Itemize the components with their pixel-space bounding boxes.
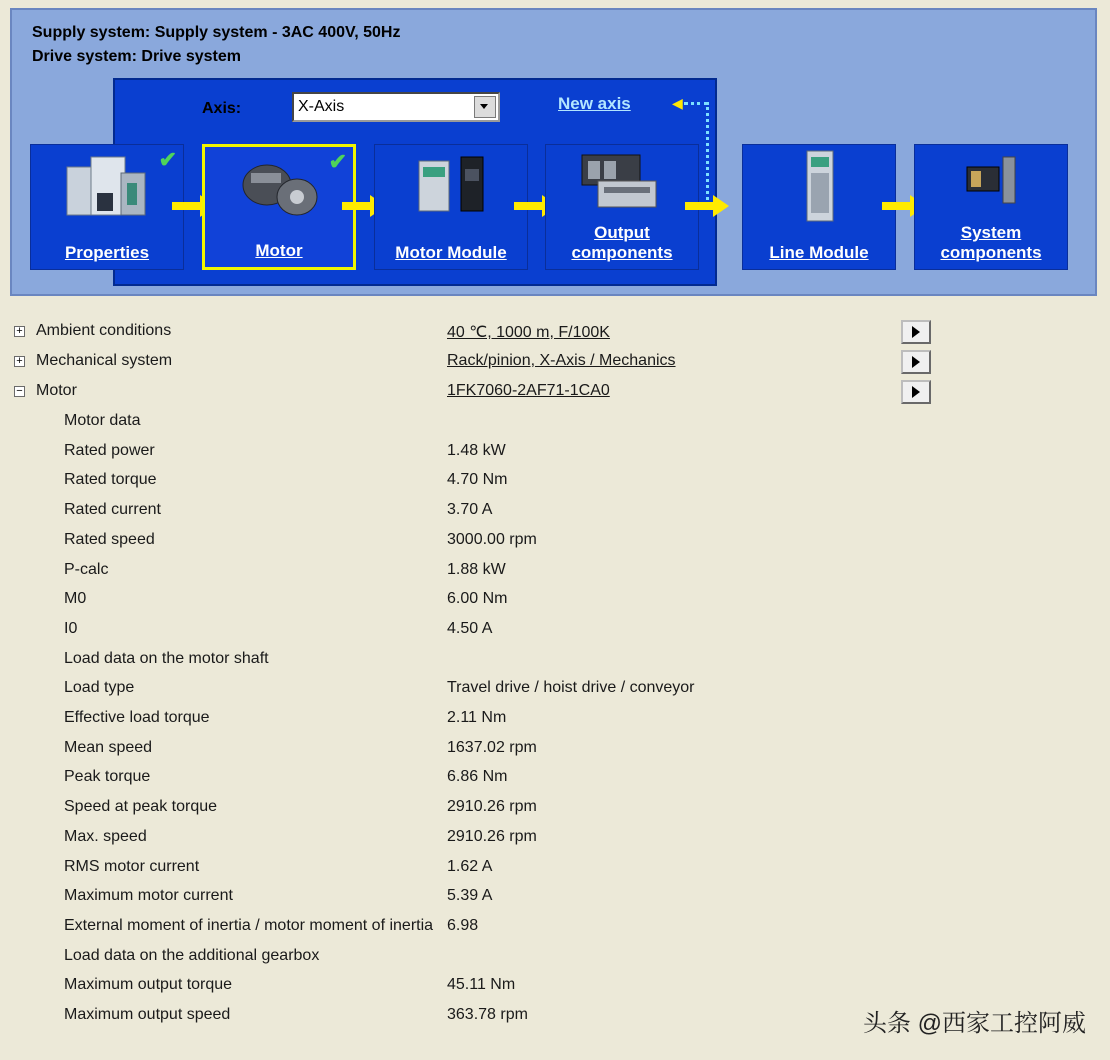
output-components-icon — [578, 151, 664, 213]
row-label: I0 — [64, 619, 78, 637]
check-icon: ✔ — [328, 149, 347, 174]
row-label: Max. speed — [64, 827, 147, 845]
collapse-icon[interactable]: − — [14, 386, 25, 397]
table-row — [0, 739, 1110, 763]
system-components-icon — [963, 153, 1023, 213]
ambient-conditions-button[interactable] — [901, 320, 931, 344]
row-label: External moment of inertia / motor moment of inertia — [64, 916, 434, 934]
row-label: Peak torque — [64, 768, 151, 786]
row-label: RMS motor current — [64, 857, 200, 875]
group-row-motor: − Motor 1FK7060-2AF71-1CA0 — [0, 382, 1110, 406]
return-arrow-icon: ◀ — [672, 95, 683, 111]
row-value: 1.48 kW — [447, 441, 506, 459]
new-axis-link[interactable]: New axis — [558, 94, 631, 113]
table-row — [0, 442, 1110, 466]
row-value: 2910.26 rpm — [447, 798, 537, 816]
expand-icon[interactable]: + — [14, 326, 25, 337]
table-row — [0, 679, 1110, 703]
ambient-conditions-value[interactable]: 40 ℃, 1000 m, F/100K — [447, 324, 610, 341]
step-label: Properties — [64, 243, 150, 262]
table-row — [0, 976, 1110, 1000]
table-row — [0, 709, 1110, 733]
table-row — [0, 798, 1110, 822]
arrow-right-icon — [912, 386, 920, 398]
arrow-right-icon — [912, 326, 920, 338]
supply-system-label: Supply system: Supply system - 3AC 400V, 50Hz — [32, 24, 401, 41]
check-icon: ✔ — [158, 147, 177, 172]
table-row — [0, 412, 1110, 436]
row-label: P-calc — [64, 560, 109, 578]
arrow-right-icon — [912, 356, 920, 368]
expand-icon[interactable]: + — [14, 356, 25, 367]
step-label: Line Module — [769, 243, 869, 262]
row-value: 45.11 Nm — [447, 976, 516, 994]
row-value: 4.70 Nm — [447, 471, 508, 489]
row-value: 5.39 A — [447, 887, 493, 905]
step-label: Motor Module — [395, 243, 507, 262]
row-value: 6.98 — [447, 916, 479, 934]
row-value: 6.00 Nm — [447, 590, 508, 608]
table-row — [0, 590, 1110, 614]
step-line-module[interactable] — [742, 144, 896, 270]
row-label: Maximum output torque — [64, 976, 233, 994]
row-label: Speed at peak torque — [64, 798, 218, 816]
group-row-ambient: + Ambient conditions 40 ℃, 1000 m, F/100K — [0, 322, 1110, 346]
motor-order-number-value[interactable]: 1FK7060-2AF71-1CA0 — [447, 382, 610, 399]
row-label: Effective load torque — [64, 709, 210, 726]
row-label: Motor data — [64, 412, 141, 429]
line-module-icon — [801, 149, 841, 225]
row-value: 3.70 A — [447, 501, 493, 519]
chevron-down-icon[interactable] — [474, 96, 496, 118]
step-properties[interactable] — [30, 144, 184, 270]
row-value: 1.62 A — [447, 857, 493, 875]
axis-select-value: X-Axis — [298, 98, 345, 115]
step-output-components[interactable] — [545, 144, 699, 270]
arrow-icon — [685, 196, 729, 216]
step-motor[interactable] — [202, 144, 356, 270]
row-label: Load data on the motor shaft — [64, 649, 269, 667]
configuration-header — [10, 8, 1097, 296]
group-row-mechanical: + Mechanical system Rack/pinion, X-Axis / Mechanics — [0, 352, 1110, 376]
row-label: Load type — [64, 679, 135, 697]
table-row — [0, 828, 1110, 852]
row-label: Maximum output speed — [64, 1006, 231, 1023]
row-label: Maximum motor current — [64, 887, 233, 905]
row-value: 363.78 rpm — [447, 1006, 528, 1023]
cabinet-icon — [65, 153, 151, 219]
row-value: 1.88 kW — [447, 560, 506, 578]
step-label: Motor — [255, 241, 303, 260]
table-row — [0, 768, 1110, 792]
step-label: System components — [940, 223, 1042, 262]
row-value: Travel drive / hoist drive / conveyor — [447, 679, 695, 697]
row-value: 2.11 Nm — [447, 709, 507, 726]
table-row — [0, 947, 1110, 971]
table-row — [0, 471, 1110, 495]
table-row — [0, 917, 1110, 941]
table-row — [0, 887, 1110, 911]
row-value: 4.50 A — [447, 619, 493, 637]
motor-module-icon — [415, 155, 495, 217]
row-label: Rated current — [64, 501, 161, 519]
table-row — [0, 561, 1110, 585]
row-label: Rated speed — [64, 530, 155, 548]
step-label: Output components — [571, 223, 673, 262]
row-label: Rated torque — [64, 471, 157, 489]
row-value: 1637.02 rpm — [447, 738, 537, 756]
row-label: Mean speed — [64, 738, 153, 756]
return-path-dotted — [684, 102, 708, 105]
drive-system-label: Drive system: Drive system — [32, 48, 242, 65]
row-value: 2910.26 rpm — [447, 827, 537, 845]
motor-icon — [237, 155, 323, 221]
axis-label: Axis: — [202, 100, 242, 117]
watermark: 头条 @西家工控阿威 — [862, 1010, 1086, 1037]
row-label: M0 — [64, 590, 87, 608]
step-system-components[interactable] — [914, 144, 1068, 270]
step-motor-module[interactable] — [374, 144, 528, 270]
table-row — [0, 501, 1110, 525]
mechanical-system-button[interactable] — [901, 350, 931, 374]
mechanical-system-value[interactable]: Rack/pinion, X-Axis / Mechanics — [447, 352, 676, 369]
table-row — [0, 531, 1110, 555]
row-label: Rated power — [64, 441, 155, 459]
return-path-dotted-vertical — [706, 102, 709, 206]
axis-select[interactable] — [292, 92, 500, 122]
row-label: Load data on the additional gearbox — [64, 946, 320, 964]
motor-button[interactable] — [901, 380, 931, 404]
row-value: 6.86 Nm — [447, 768, 508, 786]
table-row — [0, 650, 1110, 674]
row-value: 3000.00 rpm — [447, 530, 537, 548]
table-row — [0, 620, 1110, 644]
table-row — [0, 858, 1110, 882]
